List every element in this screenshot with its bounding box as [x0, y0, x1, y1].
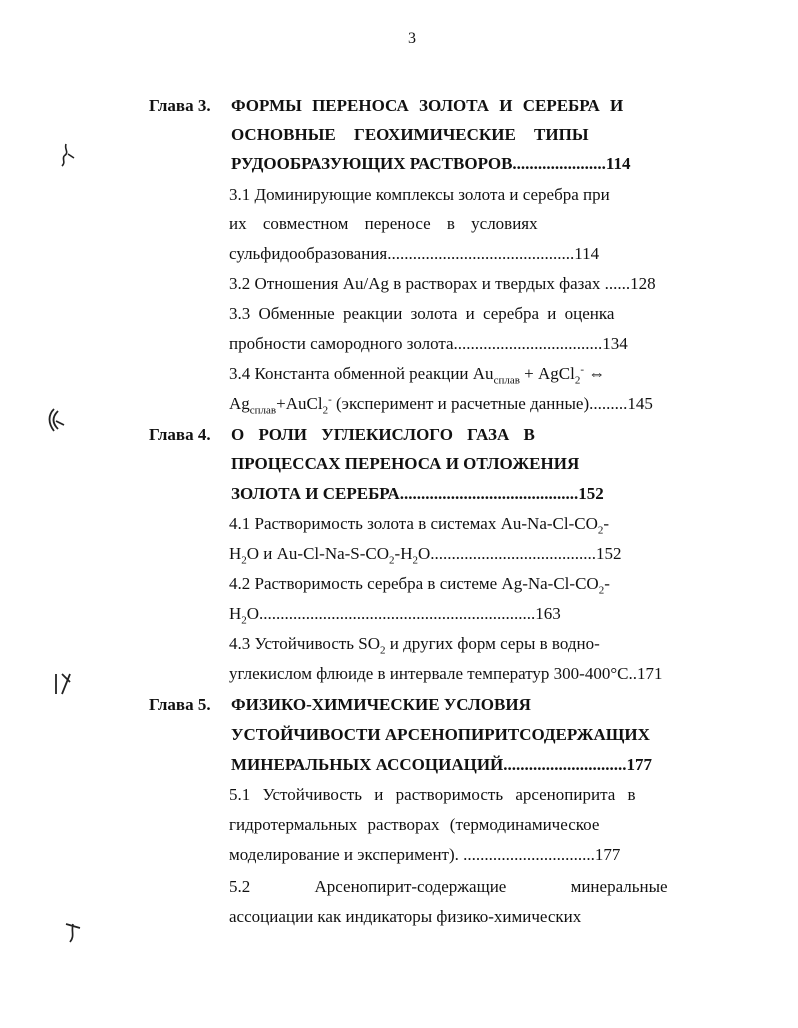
section-5-1-line-2: гидротермальных растворах (термодинамическое: [229, 815, 600, 834]
section-4-2-line-1: [229, 573, 610, 595]
chapter-4-title-line-2: ПРОЦЕССАХ ПЕРЕНОСА И ОТЛОЖЕНИЯ: [231, 454, 580, 473]
subscript-h2: 2: [241, 554, 247, 567]
section-5-1-line-3: моделирование и эксперимент). ...............................177: [229, 845, 621, 864]
subscript-co2-b: 2: [389, 554, 395, 567]
section-4-3-line-1: [229, 633, 600, 655]
subscript-co2-c: 2: [598, 584, 605, 597]
chapter-5-title-line-3: МИНЕРАЛЬНЫХ АССОЦИАЦИЙ.............................177: [231, 755, 653, 774]
section-4-2-text-a: 4.2 Растворимость серебра в системе Ag-Na-Cl-CO: [229, 574, 599, 593]
equilibrium-arrow-icon: ⇔: [584, 364, 606, 383]
section-4-2-text-b: -: [604, 574, 610, 593]
subscript-co2: 2: [597, 524, 604, 537]
section-4-1-text-a: 4.1 Растворимость золота в системах Au-Na-Cl-CO: [229, 514, 598, 533]
section-3-3-line-2: пробности самородного золота...................................134: [229, 334, 628, 353]
chapter-3-label: Глава 3.: [149, 96, 211, 115]
section-4-2-end: O.................................................................163: [246, 604, 561, 623]
section-3-3-line-1: 3.3 Обменные реакции золота и серебра и оценка: [229, 304, 615, 323]
section-3-1-line-2: их совместном переносе в условиях: [229, 214, 538, 233]
chapter-4-label: Глава 4.: [149, 425, 211, 444]
section-4-2-line-2: [229, 603, 561, 625]
section-4-1-h-b: -H: [394, 544, 413, 563]
section-4-1-text-b: -: [603, 514, 610, 533]
chapter-5-title-line-1: ФИЗИКО-ХИМИЧЕСКИЕ УСЛОВИЯ: [231, 695, 531, 714]
page-number: 3: [408, 30, 416, 47]
section-4-2-h: H: [229, 604, 242, 623]
section-3-2: 3.2 Отношения Au/Ag в растворах и твердых фазах ......128: [229, 274, 656, 293]
alloy-subscript-2: сплав: [249, 404, 277, 417]
subscript-2b: 2: [322, 404, 329, 417]
section-5-2-line-1: 5.2 Арсенопирит-содержащие минеральные: [229, 877, 668, 896]
subscript-so2: 2: [380, 644, 386, 657]
section-4-3-text-a: 4.3 Устойчивость SO: [229, 634, 381, 653]
chapter-4-title-line-1: О РОЛИ УГЛЕКИСЛОГО ГАЗА В: [231, 425, 535, 444]
chapter-3-title-line-1: [231, 95, 655, 117]
chapter-4-title-line-3: ЗОЛОТА И СЕРЕБРА..........................................152: [231, 484, 604, 503]
subscript-h2-c: 2: [241, 614, 247, 627]
section-4-3-text-b: и других форм серы в водно-: [385, 634, 600, 653]
section-5-2-line-2: ассоциации как индикаторы физико-химических: [229, 907, 582, 926]
section-3-4-line-2-aucl: +AuCl: [276, 394, 323, 413]
section-3-4-line-2: [229, 393, 653, 415]
section-5-1-line-1: 5.1 Устойчивость и растворимость арсенопирита в: [229, 785, 636, 804]
section-3-4-line-2-ag: Ag: [229, 394, 250, 413]
margin-mark-1: [58, 142, 78, 174]
section-3-4-line-2-rest: (эксперимент и расчетные данные).........145: [331, 394, 653, 413]
margin-mark-3: [52, 670, 74, 704]
section-3-1-line-3: сульфидообразования............................................114: [229, 244, 600, 263]
chapter-3-title-line-2: ОСНОВНЫЕ ГЕОХИМИЧЕСКИЕ ТИПЫ: [231, 125, 589, 144]
chapter-5-title-line-2: УСТОЙЧИВОСТИ АРСЕНОПИРИТСОДЕРЖАЩИХ: [231, 725, 650, 744]
superscript-minus: -: [580, 363, 585, 376]
section-4-1-mid: O и Au-Cl-Na-S-CO: [246, 544, 390, 563]
section-4-1-h: H: [229, 544, 242, 563]
chapter-3-title-line-3: РУДООБРАЗУЮЩИХ РАСТВОРОВ......................114: [231, 154, 631, 173]
chapter-5-label: Глава 5.: [149, 695, 211, 714]
section-3-4-line-1: [229, 363, 605, 385]
section-4-3-line-2: углекислом флюиде в интервале температур 300-400°С..171: [229, 664, 663, 683]
section-4-1-line-1: [229, 513, 609, 535]
section-3-1-line-1: 3.1 Доминирующие комплексы золота и серебра при: [229, 185, 610, 204]
section-3-4-text-b: + AgCl: [519, 364, 575, 383]
section-4-1-end: O.......................................152: [418, 544, 622, 563]
superscript-minus-2: -: [328, 393, 332, 406]
margin-mark-4: [62, 918, 84, 950]
section-4-1-line-2: [229, 543, 622, 565]
subscript-h2-b: 2: [412, 554, 418, 567]
alloy-subscript: сплав: [493, 374, 520, 387]
section-3-4-text-a: 3.4 Константа обменной реакции Au: [229, 364, 494, 383]
margin-mark-2: [44, 407, 68, 441]
chapter-3-title-line-1-text: ФОРМЫ ПЕРЕНОСА ЗОЛОТА И СЕРЕБРА И: [231, 96, 624, 115]
subscript-2: 2: [574, 374, 581, 387]
